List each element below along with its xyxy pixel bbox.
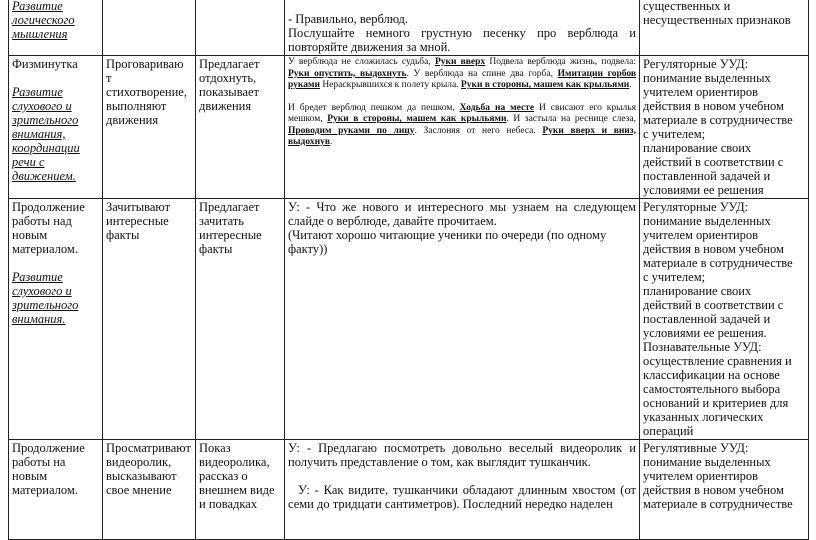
uud-line: осуществление сравнения и <box>643 354 792 368</box>
uud-line: понимание выделенных <box>643 71 771 85</box>
uud-line: оснований и критериев для <box>643 396 789 410</box>
uud-cell <box>640 440 809 540</box>
teacher-line: зачитать <box>199 214 244 228</box>
uud-line: материале в сотрудничестве <box>643 497 793 511</box>
poem-action: Руки в стороны, машем как крыльями <box>327 114 507 124</box>
student-activity-cell <box>103 199 196 440</box>
student-line: Проговариваю <box>106 57 184 71</box>
content-paragraph: Послушайте немного грустную песенку про верблюда и повторяйте движения за мной. <box>288 26 636 54</box>
content-cell <box>285 199 640 440</box>
teacher-line: Предлагает <box>199 200 260 214</box>
student-activity-cell <box>103 440 196 540</box>
uud-line: действия в новом учебном <box>643 242 784 256</box>
stage-goal-line: слухового и <box>12 99 72 113</box>
uud-line: классификации на основе <box>643 368 780 382</box>
uud-line: понимание выделенных <box>643 455 771 469</box>
content-paragraph: У: - Предлагаю посмотреть довольно веселый видеоролик и получить представление о том, как выглядит тушканчик. <box>288 441 636 469</box>
uud-line: существенных и <box>643 0 731 13</box>
poem-stanza-2 <box>288 103 636 149</box>
table-row <box>9 0 809 56</box>
stage-goal-line: Развитие <box>12 85 63 99</box>
teacher-line: Предлагает <box>199 57 260 71</box>
stage-goal-line: речи с <box>12 155 45 169</box>
uud-line: учителем ориентиров <box>643 228 759 242</box>
uud-line: операций <box>643 424 694 438</box>
poem-action: Руки вверх и вниз, выдохнув <box>288 125 636 147</box>
poem-text: И бредет верблюд пешком да пешком, <box>288 102 460 113</box>
teacher-line: отдохнуть, <box>199 71 257 85</box>
stage-goal-line: мышления <box>12 27 68 41</box>
student-line: факты <box>106 228 140 242</box>
uud-line: Познавательные УУД: <box>643 340 762 354</box>
poem-action: Руки в стороны, машем как крыльями <box>460 80 630 90</box>
student-line: интересные <box>106 214 169 228</box>
poem-text: . <box>629 80 632 90</box>
teacher-line: и повадках <box>199 497 258 511</box>
uud-cell <box>640 0 809 56</box>
table-row <box>9 199 809 440</box>
stage-title: Физминутка <box>12 57 78 71</box>
stage-cell <box>9 440 103 540</box>
stage-goal-line: внимания. <box>12 312 66 326</box>
content-paragraph: У: - Как видите, тушканчики обладают длинным хвостом (от семи до тридцати сантиметров). Последний нередко наделен <box>288 483 636 511</box>
poem-text: У верблюда не сложилась судьба, <box>288 57 435 67</box>
content-paragraph: У: - Что же нового и интересного мы узнаем на следующем слайде о верблюде, давайте прочитаем. <box>288 200 636 228</box>
teacher-line: видеоролика, <box>199 455 270 469</box>
content-cell <box>285 440 640 540</box>
stage-cell <box>9 199 103 440</box>
poem-action: Ходьба на месте <box>459 102 535 113</box>
content-paragraph: (Читают хорошо читающие ученики по очереди (по одному факту)) <box>288 228 607 256</box>
stage-cell <box>9 0 103 56</box>
uud-line: самостоятельного выбора <box>643 382 781 396</box>
student-line: стихотворение, <box>106 85 187 99</box>
uud-line: действия в новом учебном <box>643 483 784 497</box>
stage-title-line: Продолжение <box>12 200 85 214</box>
uud-line: материале в сотрудничестве <box>643 113 793 127</box>
content-cell <box>285 0 640 56</box>
poem-text: И свисают его крылья мешком, <box>288 102 636 124</box>
uud-line: условиями ее решения. <box>643 326 767 340</box>
uud-line: учителем ориентиров <box>643 469 759 483</box>
stage-title-line: материалом. <box>12 242 78 256</box>
stage-title-line: материалом. <box>12 483 78 497</box>
table-row <box>9 56 809 199</box>
teacher-activity-cell <box>196 440 285 540</box>
student-line: высказывают <box>106 469 177 483</box>
table-row <box>9 440 809 540</box>
teacher-activity-cell <box>196 56 285 199</box>
uud-line: действия в новом учебном <box>643 99 784 113</box>
stage-goal-line: слухового и <box>12 284 72 298</box>
student-activity-cell <box>103 0 196 56</box>
student-line: т <box>106 71 112 85</box>
uud-line: Регуляторные УУД: <box>643 200 749 214</box>
uud-line: поставленной задачей и <box>643 312 771 326</box>
student-line: видеоролик, <box>106 455 172 469</box>
stage-goal-line: внимания, <box>12 127 66 141</box>
uud-line: понимание выделенных <box>643 214 771 228</box>
student-line: Просматривают <box>106 441 191 455</box>
poem-stanza-1 <box>288 57 636 92</box>
stage-goal-line: зрительного <box>12 298 79 312</box>
uud-line: действий в соответствии с <box>643 298 784 312</box>
teacher-line: внешнем виде <box>199 483 275 497</box>
poem-action: Проводим руками по лицу <box>288 125 415 136</box>
student-line: свое мнение <box>106 483 172 497</box>
stage-title-line: работы на <box>12 455 66 469</box>
poem-text: . У верблюда на спине два горба, <box>406 68 558 79</box>
student-activity-cell <box>103 56 196 199</box>
uud-cell <box>640 56 809 199</box>
student-line: Зачитывают <box>106 200 171 214</box>
poem-text: . Заслоняя от него небеса. <box>414 125 543 136</box>
student-line: выполняют <box>106 99 167 113</box>
lesson-table <box>8 0 809 540</box>
teacher-activity-cell <box>196 199 285 440</box>
content-paragraph: - Правильно, верблюд. <box>288 12 408 26</box>
uud-line: планирование своих <box>643 141 752 155</box>
uud-line: Регулятивные УУД: <box>643 441 749 455</box>
uud-line: условиями ее решения <box>643 183 764 197</box>
teacher-line: показывает <box>199 85 260 99</box>
content-cell <box>285 56 640 199</box>
uud-line: Регуляторные УУД: <box>643 57 749 71</box>
stage-title-line: Продолжение <box>12 441 85 455</box>
teacher-line: факты <box>199 242 233 256</box>
poem-text: . И застыла на реснице слеза, <box>506 114 636 124</box>
stage-goal-line: логического <box>12 13 75 27</box>
uud-line: действий в соответствии с <box>643 155 784 169</box>
uud-cell <box>640 199 809 440</box>
uud-line: материале в сотрудничестве <box>643 256 793 270</box>
uud-line: с учителем; <box>643 127 706 141</box>
teacher-activity-cell <box>196 0 285 56</box>
uud-line: с учителем; <box>643 270 706 284</box>
uud-line: указанных логических <box>643 410 764 424</box>
poem-action: Руки вверх <box>434 57 486 67</box>
poem-action: Имитации горбов руками <box>288 68 637 90</box>
poem-action: Руки опустить, выдохнуть <box>288 68 407 79</box>
stage-goal-line: координации <box>12 141 80 155</box>
poem-text: . <box>329 137 333 147</box>
poem-text: Нераскрывшихся к полету крыла. <box>319 80 461 90</box>
stage-goal-line: Развитие <box>12 0 63 13</box>
teacher-line: рассказ о <box>199 469 248 483</box>
poem-text: Подвела верблюда жизнь, подвела: <box>485 57 637 67</box>
uud-line: несущественных признаков <box>643 13 791 27</box>
stage-goal-line: движением. <box>12 169 76 183</box>
teacher-line: Показ <box>199 441 231 455</box>
stage-cell <box>9 56 103 199</box>
stage-goal-line: Развитие <box>12 270 63 284</box>
teacher-line: движения <box>199 99 252 113</box>
uud-line: учителем ориентиров <box>643 85 759 99</box>
uud-line: планирование своих <box>643 284 752 298</box>
stage-title-line: новым <box>12 228 48 242</box>
teacher-line: интересные <box>199 228 262 242</box>
uud-line: поставленной задачей и <box>643 169 771 183</box>
student-line: движения <box>106 113 159 127</box>
stage-title-line: новым <box>12 469 48 483</box>
stage-goal-line: зрительного <box>12 113 79 127</box>
stage-title-line: работы над <box>12 214 72 228</box>
